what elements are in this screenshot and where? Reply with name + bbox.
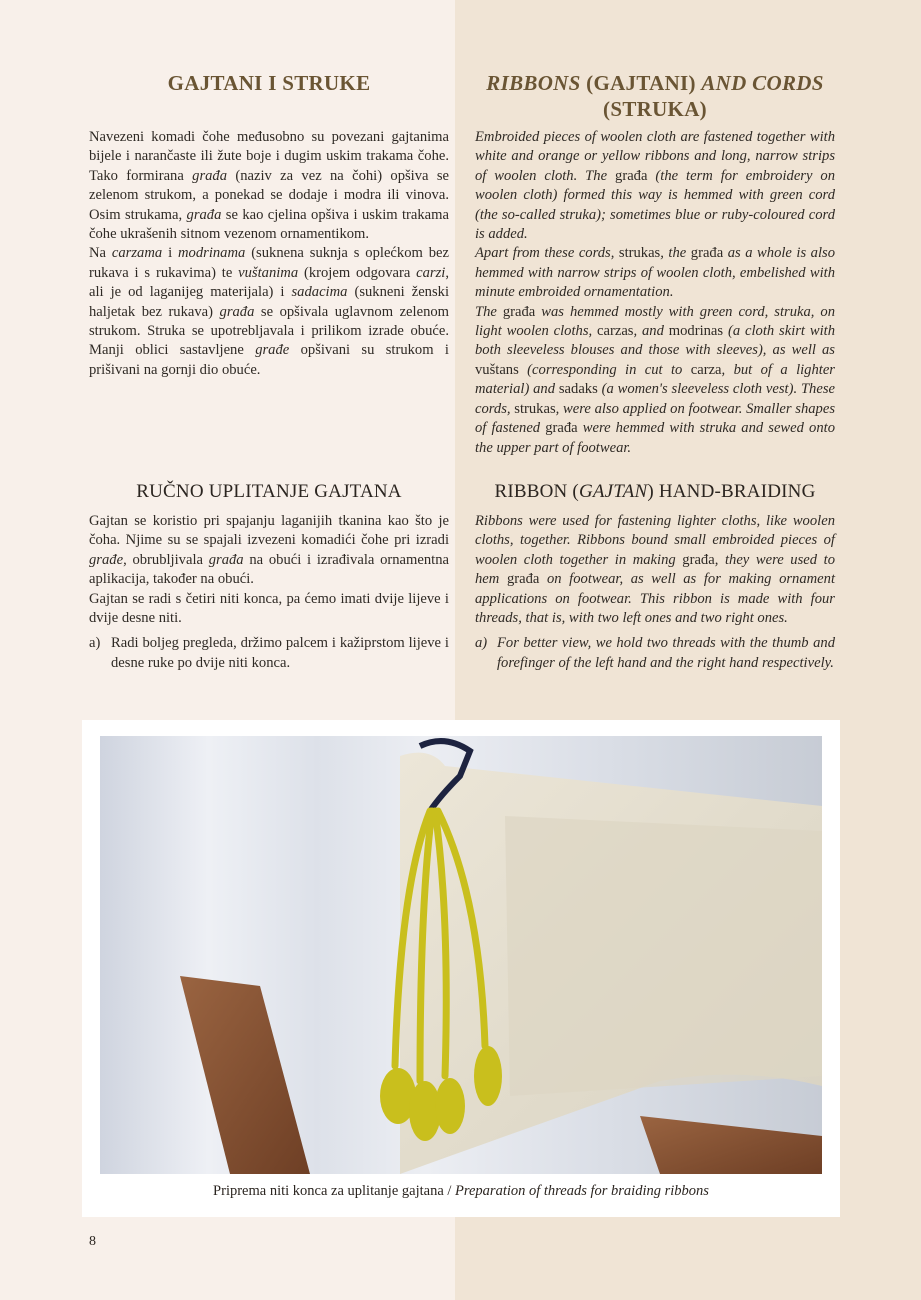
italic-term: građa xyxy=(208,551,244,568)
text-run: was hemmed mostly with green cord, struka, on light woolen cloths, xyxy=(475,303,835,340)
italic-term: sadacima xyxy=(291,284,348,301)
upright-term: građa xyxy=(615,167,648,184)
right-column-bottom xyxy=(475,480,835,673)
text-run: The xyxy=(475,303,503,320)
text-run: (GAJTANI) xyxy=(580,71,702,95)
upright-term: građa xyxy=(690,245,724,262)
caption-croatian: Priprema niti konca za uplitanje gajtana / xyxy=(213,1183,456,1199)
text-run: Navezeni komadi čohe međusobno su povezani gajtanima bijele i narančaste ili žute boje i dugim uskim trakama čohe. Tako formirana xyxy=(89,129,449,184)
paragraph xyxy=(89,590,449,629)
italic-term: građe xyxy=(255,342,290,359)
text-run: were hemmed with struka and sewed onto the upper part of footwear. xyxy=(475,420,835,456)
text-run: Embroided pieces of woolen cloth are fastened together with white and orange or yellow ribbons and long, narrow strips of woolen cloth. The xyxy=(475,129,835,184)
paragraph xyxy=(475,512,835,628)
italic-term: carzi xyxy=(416,264,446,281)
upright-term: strukas xyxy=(514,400,556,417)
text-run: , and xyxy=(633,323,669,340)
list-marker: a) xyxy=(475,635,488,652)
italic-term: modrinama xyxy=(178,245,246,262)
text-run: , but of a lighter material) and xyxy=(475,361,835,398)
caption-english: Preparation of threads for braiding ribbons xyxy=(455,1183,709,1199)
text-run: na obući i izrađivala ornamentna aplikacija, također na obući. xyxy=(89,551,449,588)
list-text: For better view, we hold two threads with the thumb and forefinger of the left hand and the right hand respectively. xyxy=(497,635,835,671)
list-text: Radi boljeg pregleda, držimo palcem i kažiprstom lijeve i desne ruke po dvije niti konca. xyxy=(111,635,449,671)
left-title: GAJTANI I STRUKE xyxy=(167,71,371,95)
photo-braided-cords xyxy=(100,736,822,1174)
left-heading-2: RUČNO UPLITANJE GAJTANA xyxy=(136,481,402,502)
paragraph xyxy=(475,303,835,458)
upright-term: sadaks xyxy=(558,381,598,398)
text-run: ) HAND-BRAIDING xyxy=(647,481,816,502)
upright-term: građa xyxy=(682,551,715,568)
italic-term: carzama xyxy=(111,245,163,262)
page-number: 8 xyxy=(89,1234,96,1249)
italic-term: građa xyxy=(219,303,255,320)
text-run: , obrubljivala xyxy=(123,551,209,568)
text-run: (the term for embroidery on woolen cloth) formed this way is hemmed with green cord (the so-called struka); sometimes blue or ruby-coloured cord is added. xyxy=(475,167,835,243)
text-run: (STRUKA) xyxy=(603,97,707,121)
text-run: (a cloth skirt with both sleeveless blouses and those with sleeves), as well as xyxy=(475,323,835,359)
paragraph xyxy=(89,244,449,380)
italic-term: GAJTAN xyxy=(578,481,648,502)
upright-term: građa xyxy=(545,420,578,437)
text-run: , ali je od laganijeg materijala) i xyxy=(89,264,449,301)
italic-term: CORDS xyxy=(752,71,824,95)
text-run: as a whole is also hemmed with narrow strips of woolen cloth, embelished with minute embroided ornamentation. xyxy=(475,245,836,301)
paragraph xyxy=(475,244,835,302)
upright-term: modrinas xyxy=(668,323,724,340)
upright-term: vuštans xyxy=(475,361,519,378)
text-run: opšivani su strukom i prišivani na gornji dio obuće. xyxy=(89,342,449,378)
italic-term: građa xyxy=(186,206,222,223)
upright-term: građa xyxy=(502,303,536,320)
text-run: (corresponding in cut to xyxy=(518,361,691,378)
text-run: (sukneni ženski haljetak bez rukava) xyxy=(89,284,450,320)
text-run: , they were used to hem xyxy=(475,551,836,588)
text-run: , were also applied on footwear. Smaller shapes of fastened xyxy=(475,400,835,437)
left-section-1 xyxy=(89,128,449,380)
text-run: se opšivala uglavnom zelenom strukom. Struka se upotrebljavala i prilikom izrade obuće. Manji oblici sastavljene xyxy=(89,303,450,359)
right-column-top xyxy=(475,70,835,122)
text-run: Apart from these cords, xyxy=(475,245,619,262)
italic-term: vuštanima xyxy=(238,264,299,281)
left-column-bottom xyxy=(89,480,449,673)
text-run: RIBBON ( xyxy=(494,481,579,502)
right-heading-2 xyxy=(475,480,835,504)
text-run: , the xyxy=(660,245,691,262)
photo-illustration xyxy=(100,736,822,1174)
text-run: se kao cjelina opšiva i uskim trakama čohe ukrašenih sitnom vezenom ornamentikom. xyxy=(89,206,449,243)
canvas-panel xyxy=(505,816,822,1096)
text-run: (krojem odgovara xyxy=(298,264,417,281)
upright-term: građa xyxy=(506,571,540,588)
upright-term: strukas xyxy=(618,245,661,262)
text-run: Na xyxy=(89,245,112,262)
paragraph xyxy=(475,128,835,244)
list-item xyxy=(89,634,449,673)
list-item xyxy=(475,634,835,673)
text-run: i xyxy=(162,245,179,262)
left-steps-list xyxy=(89,634,449,673)
text-run: Gajtan se radi s četiri niti konca, pa ćemo imati dvije lijeve i dvije desne niti. xyxy=(89,590,449,627)
paragraph xyxy=(89,128,449,244)
left-column-top xyxy=(89,70,449,96)
upright-term: carza xyxy=(690,361,722,378)
figure xyxy=(82,720,840,1217)
italic-term: RIBBONS xyxy=(486,71,581,95)
right-section-1-body xyxy=(475,128,835,458)
upright-term: carzas xyxy=(597,323,634,340)
left-section-1-body xyxy=(89,128,449,380)
text-run: (suknena suknja s oplećkom bez rukava i s rukavima) te xyxy=(89,245,449,281)
left-section-2-body xyxy=(89,512,449,628)
italic-term: AND xyxy=(701,71,747,95)
text-run: on footwear, as well as for making ornament applications on footwear. This ribbon is made with four threads, that is, with two left ones and two right ones. xyxy=(475,571,836,627)
right-title xyxy=(475,70,835,122)
italic-term: građe xyxy=(89,551,124,568)
right-steps-list xyxy=(475,634,835,673)
right-section-1 xyxy=(475,128,835,458)
paragraph xyxy=(89,512,449,590)
list-marker: a) xyxy=(89,635,101,652)
italic-term: građa xyxy=(192,167,228,184)
text-run: Ribbons were used for fastening lighter cloths, like woolen cloths, together. Ribbons bound small embroided pieces of woolen cloth together in making xyxy=(475,513,835,568)
figure-caption xyxy=(82,1182,840,1200)
text-run: (a women's sleeveless cloth vest). These cords, xyxy=(475,381,835,417)
text-run: Gajtan se koristio pri spajanju laganijih tkanina kao što je čoha. Njime su se spajali izvezeni komadići čohe pri izradi xyxy=(89,513,449,549)
right-section-2-body xyxy=(475,512,835,628)
text-run: (naziv za vez na čohi) opšiva se zelenom strukom, a ponekad se dodaje i modra ili vinova. Osim strukama, xyxy=(89,167,449,223)
